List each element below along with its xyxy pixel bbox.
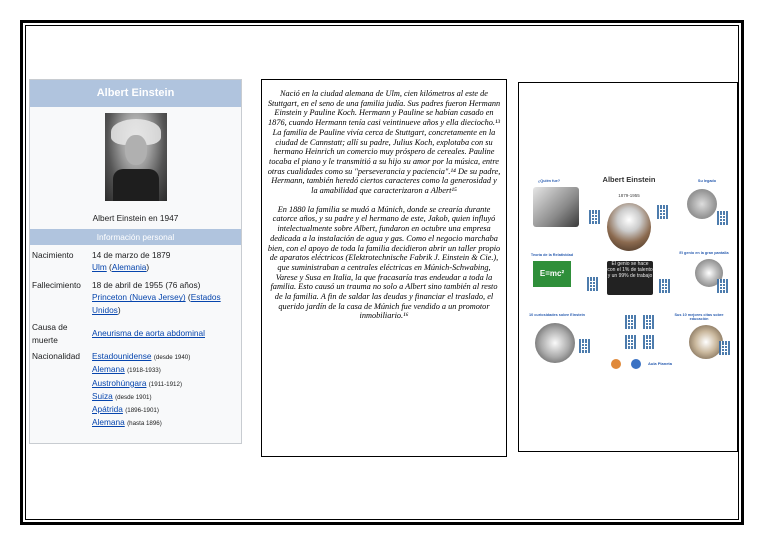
qr-code[interactable] xyxy=(719,341,730,355)
row-nationality: Nacionalidad Estadounidense (desde 1940) Alemana (1918-1933) Austrohúngara (1911-1912) Suiza (desde 1901) Apátrida (1896-1901) Alemana (hasta 1896) xyxy=(32,351,191,428)
link-aneurisma[interactable]: Aneurisma de aorta abdominal xyxy=(92,328,205,339)
photo-caption: Albert Einstein en 1947 xyxy=(92,213,179,223)
poster-genius: El genio en la gran pantalla xyxy=(679,251,729,255)
poster-quotes: Sus 10 mejores citas sobre educación xyxy=(674,313,724,321)
poster-years: 1879-1955 xyxy=(618,193,640,198)
brand-logo: Aula Planeta xyxy=(647,361,672,366)
coin-image xyxy=(687,189,717,219)
poster-curiosities: 10 curiosidades sobre Einstein xyxy=(529,313,585,317)
link-nationality[interactable]: Austrohúngara xyxy=(92,377,147,388)
row-birth: Nacimiento 14 de marzo de 1879 Ulm (Alemania) xyxy=(32,250,171,273)
qr-code[interactable] xyxy=(589,210,600,224)
emc-image: E=mc² xyxy=(533,261,571,287)
link-alemania[interactable]: Alemania xyxy=(111,262,147,273)
einstein-caricature xyxy=(607,203,651,251)
poster-who: ¿Quién fue? xyxy=(537,179,561,183)
wiki-infobox xyxy=(29,79,242,444)
tongue-einstein-image xyxy=(535,323,575,363)
qr-code[interactable] xyxy=(643,315,654,329)
logo-icon xyxy=(611,359,621,369)
young-einstein-image xyxy=(533,187,579,227)
logo-icon xyxy=(631,359,641,369)
qr-code[interactable] xyxy=(717,279,728,293)
qr-code[interactable] xyxy=(657,205,668,219)
paragraph-2: En 1880 la familia se mudó a Múnich, donde se crearía durante catorce años, y su padre y el hermano de este, Jakob, quien influyó intelectualmente sobre Albert, fundaron en octubre una empresa dedicada a la instalación de agua y gas. Como el negocio marchaba bien, con el apoyo de toda la familia decidieron abrir un taller propio de aparatos eléctricos (Elektrotechnische Fabrik J. Einstein & Cie.), que suministraban a centrales eléctricas en Múnich-Schwabing, Varese y Susa en Italia, la que fracasaría tras endeudar a toda la familia. Esto causó un trauma no solo a Albert sino también al resto de la familia. A fin de saldar las deudas y financiar el traslado, el querido jardín de la casa de Múnich fue vendido a un promotor inmobiliario.¹⁶ xyxy=(267,204,501,321)
infographic-poster xyxy=(518,82,738,452)
paragraph-1: Nació en la ciudad alemana de Ulm, cien kilómetros al este de Stuttgart, en el seno de una familia judía. Sus padres fueron Hermann Einstein y Pauline Koch. Hermann y Pauline se habían casado en 1876, cuando Hermann tenía casi veintinueve años y ella dieciocho.¹³ La familia de Pauline vivía cerca de Stuttgart, concretamente en la ciudad de Cannstatt; allí su padre, Julius Koch, explotaba con su hermano Heinrich un comercio muy próspero de cereales. Pauline tocaba el piano y le transmitió a su hijo su amor por la música, entre otras cualidades como su "perseverancia y paciencia".¹⁴ De su padre, Hermann, también heredó ciertos caracteres como la generosidad y la amabilidad que caracterizaron a Albert¹⁵ xyxy=(267,89,501,196)
chalk-quote: El genio se hace con el 1% de talento y un 99% de trabajo xyxy=(607,261,653,295)
qr-code[interactable] xyxy=(659,279,670,293)
row-death: Fallecimiento 18 de abril de 1955 (76 años) Princeton (Nueva Jersey) (Estados Unidos) xyxy=(32,279,221,315)
qr-code[interactable] xyxy=(579,339,590,353)
link-ulm[interactable]: Ulm xyxy=(92,262,107,273)
link-nationality[interactable]: Estadounidense xyxy=(92,351,152,362)
quotes-einstein-image xyxy=(689,325,723,359)
qr-code[interactable] xyxy=(717,211,728,225)
link-nationality[interactable]: Suiza xyxy=(92,390,113,401)
qr-code[interactable] xyxy=(643,335,654,349)
link-nationality[interactable]: Alemana xyxy=(92,364,125,375)
row-cause: Causa de muerte Aneurisma de aorta abdominal xyxy=(32,322,205,345)
infobox-title: Albert Einstein xyxy=(30,80,241,107)
link-princeton[interactable]: Princeton (Nueva Jersey) xyxy=(92,292,186,303)
link-nationality[interactable]: Alemana xyxy=(92,417,125,428)
einstein-photo xyxy=(105,113,167,201)
qr-code[interactable] xyxy=(625,335,636,349)
qr-code[interactable] xyxy=(587,277,598,291)
poster-impact: Su legado xyxy=(697,179,717,183)
poster-relativity: Teoría de la Relatividad xyxy=(530,253,574,257)
qr-code[interactable] xyxy=(625,315,636,329)
link-nationality[interactable]: Apátrida xyxy=(92,404,123,415)
section-header: Información personal xyxy=(30,229,241,245)
link-usa[interactable]: Estados Unidos xyxy=(92,292,221,315)
poster-title: Albert Einstein xyxy=(602,175,656,184)
biography-text xyxy=(261,79,507,457)
